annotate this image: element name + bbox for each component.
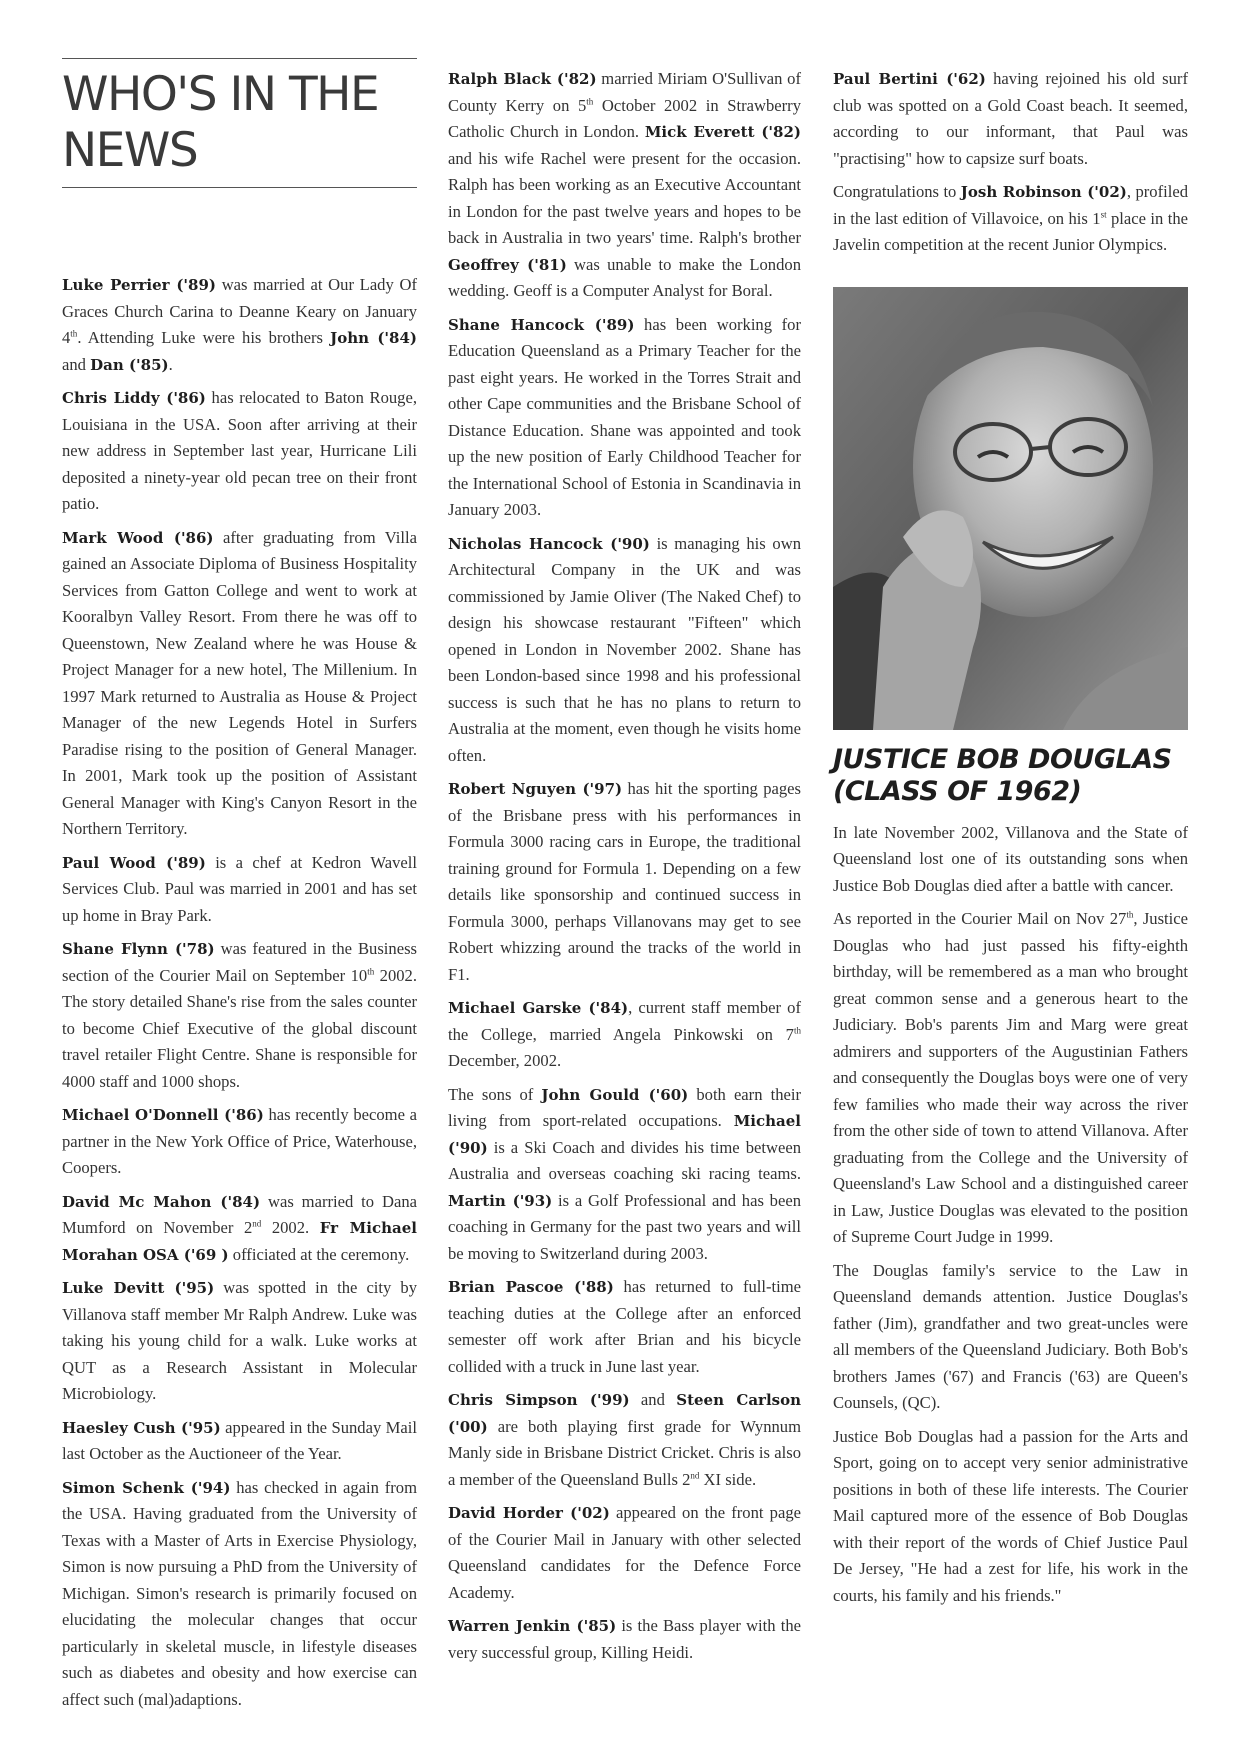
news-paragraph: Brian Pascoe ('88) has returned to full-time teaching duties at the College after an enforced semester off work after Brian and his bicycle collided with a truck in June last year. [448, 1277, 802, 1376]
person-name: Josh Robinson ('02) [960, 183, 1127, 201]
news-paragraph: Mark Wood ('86) after graduating from Villa gained an Associate Diploma of Business Hospitality Services from Gatton College and went to work at Kooralbyn Valley Resort. From there he was off to Queenstown, New Zealand where he was House & Project Manager for a new hotel, The Millenium. In 1997 Mark returned to Australia as House & Project Manager of the new Legends Hotel in Surfers Paradise rising to the position of General Manager. In 2001, Mark took up the position of Assistant General Manager with King's Canyon Resort in the Northern Territory. [62, 527, 417, 838]
person-name: Fr Michael Morahan OSA ('69 ) [62, 1219, 417, 1264]
page-title [62, 59, 417, 187]
news-paragraph: Michael Garske ('84), current staff member of the College, married Angela Pinkowski on 7th December, 2002. [448, 998, 801, 1070]
column-right [833, 66, 1188, 1616]
title-rule-bottom [62, 187, 417, 188]
page-title-line1: WHO'S IN THE [62, 67, 379, 122]
person-name: Paul Wood ('89) [62, 853, 206, 872]
ordinal-suffix: nd [690, 1469, 700, 1480]
person-name: Haesley Cush ('95) [62, 1418, 221, 1437]
portrait-photo [833, 287, 1188, 730]
feature-heading-line1: JUSTICE BOB DOUGLAS [833, 743, 1172, 775]
person-name: Robert Nguyen ('97) [448, 780, 623, 798]
column-middle [448, 66, 801, 1673]
ordinal-suffix: nd [252, 1218, 262, 1229]
person-name: Ralph Black ('82) [448, 70, 597, 88]
news-paragraph: The sons of John Gould ('60) both earn their living from sport-related occupations. Michael ('90) is a Ski Coach and divides his time between Australia and overseas coaching ski racing teams. Martin ('93) is a Golf Professional and has been coaching in Germany for the past two years and will be moving to Switzerland during 2003. [448, 1084, 801, 1263]
news-paragraph: Warren Jenkin ('85) is the Bass player with the very successful group, Killing Heidi. [448, 1616, 801, 1662]
column-left [62, 58, 417, 1720]
person-name: David Horder ('02) [448, 1504, 610, 1522]
person-name: Simon Schenk ('94) [62, 1478, 231, 1497]
person-name: Brian Pascoe ('88) [448, 1278, 614, 1296]
person-name: David Mc Mahon ('84) [62, 1192, 261, 1211]
news-paragraph: Michael O'Donnell ('86) has recently become a partner in the New York Office of Price, Waterhouse, Coopers. [62, 1105, 417, 1177]
news-paragraph: Haesley Cush ('95) appeared in the Sunday Mail last October as the Auctioneer of the Year. [62, 1417, 418, 1463]
person-name: Shane Hancock ('89) [448, 315, 635, 334]
news-paragraph: Nicholas Hancock ('90) is managing his own Architectural Company in the UK and was commissioned by Jamie Oliver (The Naked Chef) to design his showcase restaurant "Fifteen" which opened in London in November 2002. Shane has been London-based since 1998 and his professional success is such that he has no plans to return to Australia at the moment, even though he visits home often. [448, 533, 801, 765]
ordinal-suffix: th [70, 328, 78, 339]
ordinal-suffix: th [1126, 909, 1134, 920]
person-name: Warren Jenkin ('85) [448, 1617, 617, 1635]
person-name: Paul Bertini ('62) [833, 70, 986, 88]
news-list-middle [448, 66, 801, 1666]
ordinal-suffix: st [1100, 208, 1107, 219]
portrait-illustration [833, 287, 1188, 730]
person-name: Chris Liddy ('86) [62, 389, 206, 407]
news-paragraph: Shane Hancock ('89) has been working for Education Queensland as a Primary Teacher for the past eight years. He worked in the Torres Strait and other Cape communities and the Brisbane School of Distance Education. Shane was appointed and took up the new position of Early Childhood Teacher for the International School of Estonia in Scandinavia in January 2003. [448, 314, 801, 519]
feature-heading-line2: (CLASS OF 1962) [833, 775, 1082, 807]
news-paragraph: Robert Nguyen ('97) has hit the sporting pages of the Brisbane press with his performances in Formula 3000 racing cars in Europe, the traditional training ground for Formula 1. Depending on a few details like sponsorship and continued success in Formula 3000, perhaps Villanovans may get to see Robert whizzing around the tracks of the world in F1. [448, 779, 801, 984]
page-title-line2: NEWS [62, 123, 198, 178]
feature-article [833, 820, 1188, 1610]
news-paragraph: Justice Bob Douglas had a passion for the Arts and Sport, going on to accept very senior administrative positions in both of these life interests. The Courier Mail captured more of the essence of Bob Douglas with their report of the words of Chief Justice Paul De Jersey, "He had a zest for life, his work in the courts, his family and his friends." [833, 1426, 1188, 1605]
person-name: John Gould ('60) [541, 1085, 689, 1104]
person-name: Nicholas Hancock ('90) [448, 534, 650, 553]
person-name: Michael O'Donnell ('86) [62, 1106, 264, 1124]
news-paragraph: David Horder ('02) appeared on the front page of the Courier Mail in January with other selected Queensland candidates for the Defence Force Academy. [448, 1503, 801, 1602]
person-name: Mick Everett ('82) [644, 123, 801, 141]
person-name: Mark Wood ('86) [62, 528, 214, 547]
news-paragraph: In late November 2002, Villanova and the State of Queensland lost one of its outstanding sons when Justice Bob Douglas died after a battle with cancer. [833, 822, 1188, 895]
news-paragraph: Paul Wood ('89) is a chef at Kedron Wavell Services Club. Paul was married in 2001 and has set up home in Bray Park. [62, 852, 417, 925]
person-name: Michael Garske ('84) [448, 999, 629, 1017]
news-paragraph: Luke Perrier ('89) was married at Our Lady Of Graces Church Carina to Deanne Keary on January 4th. Attending Luke were his brothers John ('84) and Dan ('85). [62, 275, 417, 374]
person-name: Steen Carlson ('00) [448, 1391, 802, 1436]
news-paragraph: Chris Liddy ('86) has relocated to Baton Rouge, Louisiana in the USA. Soon after arriving at their new address in September last year, Hurricane Lili deposited a ninety-year old pecan tree on their front patio. [62, 388, 417, 513]
person-name: Dan ('85) [90, 355, 169, 374]
ordinal-suffix: th [586, 95, 594, 106]
news-paragraph: David Mc Mahon ('84) was married to Dana Mumford on November 2nd 2002. Fr Michael Morahan OSA ('69 ) officiated at the ceremony. [62, 1191, 417, 1264]
person-name: Geoffrey ('81) [448, 255, 567, 274]
news-paragraph: The Douglas family's service to the Law in Queensland demands attention. Justice Douglas's father (Jim), grandfather and two great-uncles were all members of the Queensland Judiciary. Both Bob's brothers James ('67) and Francis ('63) are Queen's Counsels, (QC). [833, 1260, 1188, 1412]
news-list-right [833, 66, 1188, 259]
person-name: Luke Perrier ('89) [62, 276, 216, 294]
ordinal-suffix: th [367, 965, 375, 976]
news-paragraph: Congratulations to Josh Robinson ('02), profiled in the last edition of Villavoice, on his 1st place in the Javelin competition at the recent Junior Olympics. [833, 182, 1188, 254]
person-name: Shane Flynn ('78) [62, 940, 215, 958]
news-paragraph: Luke Devitt ('95) was spotted in the city by Villanova staff member Mr Ralph Andrew. Luke was taking his young child for a walk. Luke works at QUT as a Research Assistant in Molecular Microbiology. [62, 1278, 417, 1403]
news-list-left [62, 272, 417, 1713]
feature-heading [833, 744, 1188, 808]
person-name: Chris Simpson ('99) [448, 1391, 630, 1409]
news-paragraph: As reported in the Courier Mail on Nov 27th, Justice Douglas who had just passed his fifty-eighth birthday, will be remembered as a man who brought great common sense and a generous heart to the Judiciary. Bob's parents Jim and Marg were great admirers and supporters of the Augustinian Fathers and consequently the Douglas boys were one of very few families who made their way across the river from the other side of town to attend Villanova. After graduating from the College and the University of Queensland's Law School and a distinguished career in Law, Justice Douglas was elevated to the position of Supreme Court Judge in 1999. [833, 909, 1188, 1246]
news-paragraph: Simon Schenk ('94) has checked in again from the USA. Having graduated from the University of Texas with a Master of Arts in Exercise Physiology, Simon is now pursuing a PhD from the University of Michigan. Simon's research is primarily focused on elucidating the molecular changes that occur particularly in skeletal muscle, in lifestyle diseases such as diabetes and obesity and how exercise can affect such (mal)adaptions. [62, 1477, 417, 1709]
ordinal-suffix: th [793, 1024, 801, 1035]
person-name: Michael ('90) [448, 1112, 801, 1157]
person-name: Martin ('93) [448, 1191, 553, 1210]
news-paragraph: Chris Simpson ('99) and Steen Carlson ('00) are both playing first grade for Wynnum Manly side in Brisbane District Cricket. Chris is also a member of the Queensland Bulls 2nd XI side. [448, 1390, 802, 1489]
news-paragraph: Ralph Black ('82) married Miriam O'Sullivan of County Kerry on 5th October 2002 in Strawberry Catholic Church in London. Mick Everett ('82) and his wife Rachel were present for the occasion. Ralph has been working as an Executive Accountant in London for the past twelve years and hopes to be back in Australia in two years' time. Ralph's brother Geoffrey ('81) was unable to make the London wedding. Geoff is a Computer Analyst for Boral. [448, 69, 801, 300]
person-name: Luke Devitt ('95) [62, 1279, 215, 1297]
news-paragraph: Shane Flynn ('78) was featured in the Business section of the Courier Mail on September 10th 2002. The story detailed Shane's rise from the sales counter to become Chief Executive of the global discount travel retailer Flight Centre. Shane is responsible for 4000 staff and 1000 shops. [62, 939, 417, 1091]
person-name: John ('84) [330, 329, 417, 347]
news-paragraph: Paul Bertini ('62) having rejoined his old surf club was spotted on a Gold Coast beach. It seemed, according to our informant, that Paul was "practising" how to capsize surf boats. [833, 69, 1188, 168]
